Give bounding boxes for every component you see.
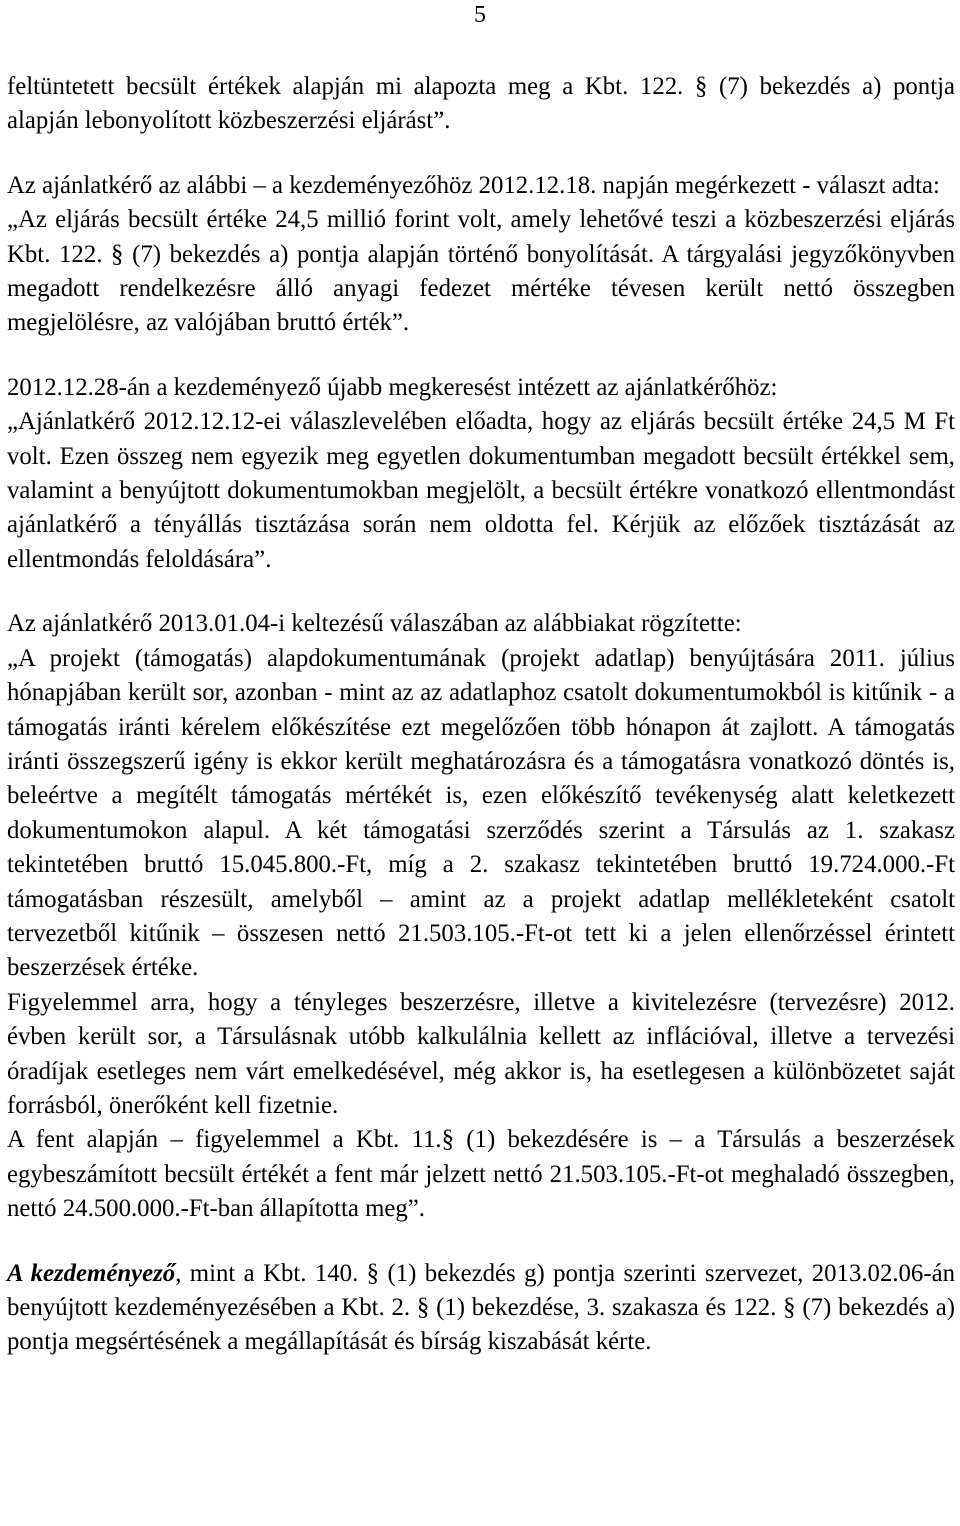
paragraph-reply-2013-inflation: Figyelemmel arra, hogy a tényleges beszerzésre, illetve a kivitelezésre (tervezésre) 2012. évben került sor, a Társulásnak utóbb kalkulálnia kellett az inflációval, illetve a tervezési óradíjak esetleges nem várt emelkedésével, még akkor is, ha esetlegesen a különbözetet saját forrásból, önerőként kell fizetnie. xyxy=(7,988,955,1119)
paragraph-spacer xyxy=(7,341,955,371)
paragraph-spacer xyxy=(7,139,955,169)
paragraph-reply-2013-conclusion: A fent alapján – figyelemmel a Kbt. 11.§ (1) bekezdésére is – a Társulás a beszerzések egybeszámított becsült értékét a fent már jelzett nettó 21.503.105.-Ft-ot meghaladó összegben, nettó 24.500.000.-Ft-ban állapította meg”. xyxy=(7,1126,955,1223)
paragraph-spacer xyxy=(7,577,955,607)
paragraph-second-request-intro: 2012.12.28-án a kezdeményező újabb megkeresést intézett az ajánlatkérőhöz: xyxy=(7,373,778,401)
paragraph-initiator-request xyxy=(7,1257,955,1360)
paragraph-spacer xyxy=(7,1227,955,1257)
paragraph-reply-2013-intro: Az ajánlatkérő 2013.01.04-i keltezésű válaszában az alábbiakat rögzítette: xyxy=(7,610,742,638)
document-body xyxy=(7,70,955,1360)
paragraph-second-request-quote: „Ajánlatkérő 2012.12.12-ei válaszlevelében előadta, hogy az eljárás becsült értéke 24,5 M Ft volt. Ezen összeg nem egyezik meg egyetlen dokumentumban megadott becsült értékkel sem, valamint a benyújtott dokumentumokban megjelölt, a becsült értékre vonatkozó ellentmondást ajánlatkérő a tényállás tisztázása során nem oldotta fel. Kérjük az előzőek tisztázását az ellentmondás feloldására”. xyxy=(7,408,955,573)
initiator-label: A kezdeményező xyxy=(7,1259,176,1287)
paragraph-request-end: feltüntetett becsült értékek alapján mi alapozta meg a Kbt. 122. § (7) bekezdés a) pontja alapján lebonyolított közbeszerzési eljárást”. xyxy=(7,73,955,135)
paragraph-contracting-authority-reply-quote: „Az eljárás becsült értéke 24,5 millió forint volt, amely lehetővé teszi a közbeszerzési eljárás Kbt. 122. § (7) bekezdés a) pontja alapján történő bonyolítását. A tárgyalási jegyzőkönyvben megadott rendelkezésre álló anyagi fedezet mértéke tévesen került nettó összegben megjelölésre, az valójában bruttó érték”. xyxy=(7,206,955,337)
page-number: 5 xyxy=(474,2,486,28)
initiator-request-text: , mint a Kbt. 140. § (1) bekezdés g) pontja szerinti szervezet, 2013.02.06-án benyújtott kezdeményezésében a Kbt. 2. § (1) bekezdése, 3. szakasza és 122. § (7) bekezdés a) pontja megsértésének a megállapítását és bírság kiszabását kérte. xyxy=(7,1259,955,1356)
paragraph-contracting-authority-reply-intro: Az ajánlatkérő az alábbi – a kezdeményezőhöz 2012.12.18. napján megérkezett - választ adta: xyxy=(7,171,940,199)
paragraph-reply-2013-quote: „A projekt (támogatás) alapdokumentumának (projekt adatlap) benyújtására 2011. július hónapjában került sor, azonban - mint az az adatlaphoz csatolt dokumentumokból is kitűnik - a támogatás iránti kérelem előkészítése ezt megelőzően több hónapon át zajlott. A támogatás iránti összegszerű igény is ekkor került meghatározásra és a támogatásra vonatkozó döntés is, beleértve a megítélt támogatás mértékét is, ezen előkészítő tevékenység alatt keletkezett dokumentumokon alapul. A két támogatási szerződés szerint a Társulás az 1. szakasz tekintetében bruttó 15.045.800.-Ft, míg a 2. szakasz tekintetében bruttó 19.724.000.-Ft támogatásban részesült, amelyből – amint az a projekt adatlap mellékleteként csatolt tervezetből kitűnik – összesen nettó 21.503.105.-Ft-ot tett ki a jelen ellenőrzéssel érintett beszerzések értéke. xyxy=(7,644,955,982)
